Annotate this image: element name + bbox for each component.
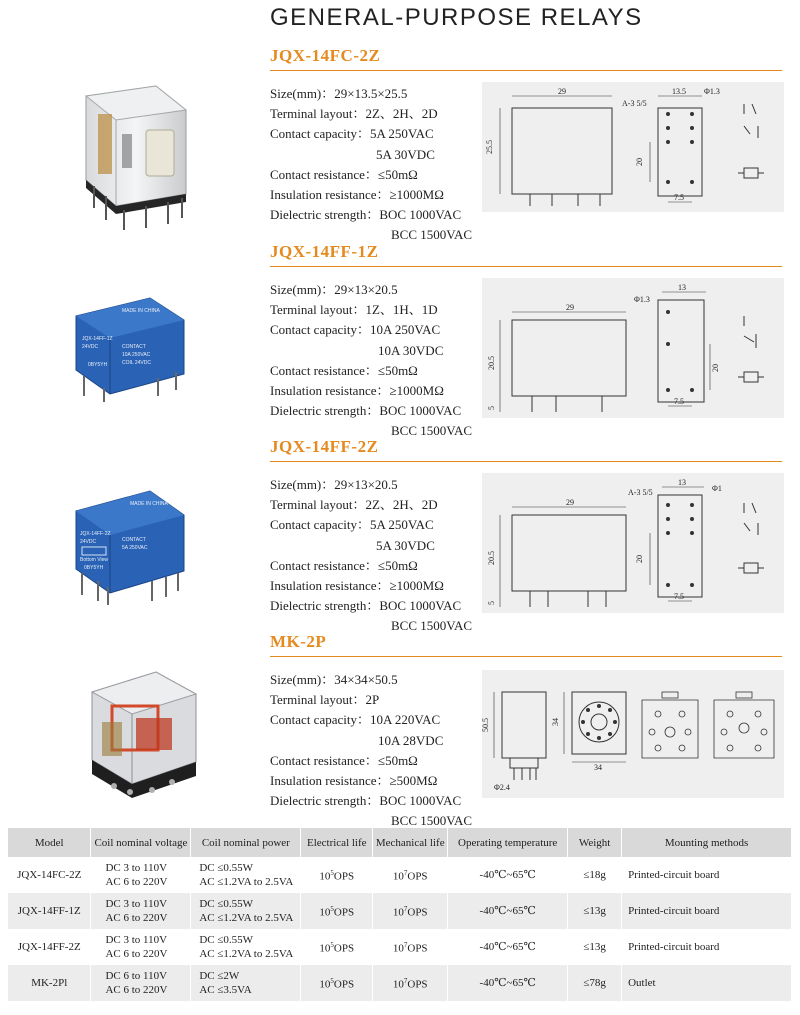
dim-grid: A-3 5/5 [628, 488, 653, 497]
dim-width: 29 [558, 87, 566, 96]
spec-contact-resistance: Contact resistance：≤50mΩ [270, 362, 418, 378]
spec-capacity: Contact capacity：5A 250VAC [270, 126, 434, 142]
cell-weight [568, 893, 622, 929]
spec-terminal: Terminal layout：2Z、2H、2D [270, 497, 438, 513]
spec-dielectric-bcc: BCC 1500VAC [391, 423, 473, 439]
dim-depth: 13 [678, 478, 686, 487]
dim-pin-length: 5 [487, 406, 496, 410]
cell-temperature [448, 965, 568, 1001]
divider [270, 656, 782, 657]
elec-base: 10 [319, 978, 331, 991]
spec-insulation: Insulation resistance：≥1000MΩ [270, 578, 444, 594]
spec-size: Size(mm)：34×34×50.5 [270, 672, 398, 687]
spec-dielectric-bcc: BCC 1500VAC [391, 618, 473, 634]
spec-contact-resistance: Contact resistance：≤50mΩ [270, 557, 418, 573]
dim-pitch-horizontal: 7.5 [674, 193, 684, 202]
dim-width: 34 [594, 763, 602, 772]
elec-unit: OPS [333, 942, 355, 955]
cell-temperature [448, 893, 568, 929]
elec-unit: OPS [333, 870, 355, 883]
photo-label-code: 0BY5YH [84, 565, 104, 571]
model-title: JQX-14FF-2Z [270, 437, 379, 456]
spec-size: Size(mm)：29×13×20.5 [270, 282, 398, 297]
cell-model [8, 893, 91, 929]
weight-value: ≤13g [583, 905, 606, 917]
header-operating-temperature: Operating temperature [448, 828, 568, 857]
spec-size: Size(mm)：29×13.5×25.5 [270, 86, 408, 101]
spec-dielectric: Dielectric strength：BOC 1000VAC [270, 403, 462, 419]
dim-width: 29 [566, 303, 574, 312]
model-value: MK-2Pl [31, 977, 68, 989]
temperature-value: -40℃~65℃ [479, 977, 536, 989]
mech-base: 10 [392, 942, 404, 955]
dim-depth: 13 [678, 283, 686, 292]
header-electrical-life: Electrical life [301, 828, 373, 857]
photo-label-contact: CONTACT [122, 344, 146, 350]
spec-insulation: Insulation resistance：≥1000MΩ [270, 383, 444, 399]
spec-capacity: Contact capacity：10A 220VAC [270, 712, 441, 728]
power-dc: DC ≤0.55W [199, 862, 254, 874]
spec-list [270, 280, 472, 442]
model-title: JQX-14FF-1Z [270, 242, 379, 261]
spec-capacity: Contact capacity：10A 250VAC [270, 322, 441, 338]
elec-base: 10 [319, 870, 331, 883]
dimension-drawing [482, 278, 784, 418]
table-row [8, 965, 792, 1001]
mech-exponent: 7 [403, 905, 408, 914]
power-dc: DC ≤0.55W [199, 934, 254, 946]
cell-mechanical-life [373, 857, 448, 893]
cell-model [8, 929, 91, 965]
dim-pitch-horizontal: 7.5 [674, 397, 684, 406]
dim-pin-diameter: Φ2.4 [494, 783, 510, 792]
relay-photo-octal [80, 652, 210, 802]
cell-model [8, 857, 91, 893]
dim-pitch-vertical: 20 [711, 364, 720, 372]
mounting-value: Printed-circuit board [628, 905, 720, 917]
model-title: MK-2P [270, 632, 327, 651]
power-ac: AC ≤1.2VA to 2.5VA [199, 948, 294, 960]
elec-exponent: 5 [330, 941, 334, 950]
spec-capacity: Contact capacity：5A 250VAC [270, 517, 434, 533]
spec-dielectric-bcc: BCC 1500VAC [391, 227, 473, 243]
power-dc: DC ≤0.55W [199, 898, 254, 910]
elec-unit: OPS [333, 978, 355, 991]
header-mounting: Mounting methods [622, 828, 792, 857]
dim-depth: 13.5 [672, 87, 686, 96]
spec-insulation: Insulation resistance：≥500MΩ [270, 773, 438, 789]
cell-weight [568, 929, 622, 965]
cell-coil-power [191, 929, 301, 965]
weight-value: ≤18g [583, 869, 606, 881]
mech-exponent: 7 [403, 977, 408, 986]
mech-base: 10 [392, 978, 404, 991]
header-coil-voltage: Coil nominal voltage [91, 828, 191, 857]
header-weight: Weight [568, 828, 622, 857]
dim-width: 29 [566, 498, 574, 507]
voltage-ac: AC 6 to 220V [105, 912, 168, 924]
table-row [8, 893, 792, 929]
header-mechanical-life: Mechanical life [373, 828, 448, 857]
dim-depth: 34 [551, 718, 560, 726]
page-title: GENERAL-PURPOSE RELAYS [270, 4, 643, 31]
header-model: Model [8, 828, 91, 857]
voltage-dc: DC 3 to 110V [105, 934, 168, 946]
dim-height: 20.5 [487, 551, 496, 565]
table-header-row [8, 828, 792, 857]
relay-photo-blue-2z [58, 477, 198, 607]
spec-terminal: Terminal layout：1Z、1H、1D [270, 302, 438, 318]
cell-coil-voltage [91, 893, 191, 929]
cell-model [8, 965, 91, 1001]
cell-weight [568, 857, 622, 893]
spec-dielectric-bcc: BCC 1500VAC [391, 813, 473, 829]
elec-exponent: 5 [330, 869, 334, 878]
divider [270, 461, 782, 462]
spec-terminal: Terminal layout：2P [270, 692, 380, 708]
photo-label-bottom-view: Bottom View [80, 557, 108, 563]
voltage-ac: AC 6 to 220V [105, 876, 168, 888]
voltage-dc: DC 3 to 110V [105, 898, 168, 910]
mech-exponent: 7 [403, 941, 408, 950]
cell-mounting [622, 893, 792, 929]
mech-exponent: 7 [403, 869, 408, 878]
mounting-value: Printed-circuit board [628, 869, 720, 881]
spec-insulation: Insulation resistance：≥1000MΩ [270, 187, 444, 203]
spec-dielectric: Dielectric strength：BOC 1000VAC [270, 598, 462, 614]
photo-label-origin: MADE IN CHINA [122, 308, 160, 314]
voltage-dc: DC 3 to 110V [105, 862, 168, 874]
spec-size: Size(mm)：29×13×20.5 [270, 477, 398, 492]
mech-unit: OPS [407, 906, 428, 919]
divider [270, 70, 782, 71]
table-row [8, 857, 792, 893]
spec-capacity-dc: 5A 30VDC [376, 146, 435, 162]
temperature-value: -40℃~65℃ [479, 905, 536, 917]
mech-unit: OPS [407, 870, 428, 883]
dim-pitch-horizontal: 7.5 [674, 592, 684, 601]
spec-capacity-dc: 5A 30VDC [376, 537, 435, 553]
cell-electrical-life [301, 929, 373, 965]
weight-value: ≤13g [583, 941, 606, 953]
mounting-value: Outlet [628, 977, 656, 989]
cell-temperature [448, 929, 568, 965]
dim-pitch-vertical: 20 [635, 158, 644, 166]
mech-base: 10 [392, 870, 404, 883]
power-dc: DC ≤2W [199, 970, 240, 982]
temperature-value: -40℃~65℃ [479, 941, 536, 953]
dim-pin-diameter: Φ1 [712, 484, 722, 493]
photo-label-origin: MADE IN CHINA [130, 501, 168, 507]
weight-value: ≤78g [583, 977, 606, 989]
spec-contact-resistance: Contact resistance：≤50mΩ [270, 752, 418, 768]
dim-height: 50.5 [481, 718, 490, 732]
spec-list [270, 475, 472, 637]
elec-exponent: 5 [330, 905, 334, 914]
cell-mechanical-life [373, 929, 448, 965]
cell-electrical-life [301, 965, 373, 1001]
cell-temperature [448, 857, 568, 893]
model-title: JQX-14FC-2Z [270, 46, 381, 65]
spec-capacity-dc: 10A 28VDC [378, 732, 444, 748]
photo-label-rating: 10A 250VAC [122, 352, 151, 358]
photo-label-voltage: 24VDC [82, 344, 99, 350]
dim-height: 20.5 [487, 356, 496, 370]
dimension-drawing [482, 670, 784, 798]
dimension-drawing [482, 82, 784, 212]
elec-exponent: 5 [330, 977, 334, 986]
spec-table [8, 828, 792, 1001]
dim-pin-diameter: Φ1.3 [704, 87, 720, 96]
photo-label-rating: 5A 250VAC [122, 545, 148, 551]
elec-base: 10 [319, 942, 331, 955]
cell-weight [568, 965, 622, 1001]
mounting-value: Printed-circuit board [628, 941, 720, 953]
dim-grid: A-3 5/5 [622, 99, 647, 108]
cell-mounting [622, 965, 792, 1001]
photo-label-coil: COIL 24VDC [122, 360, 151, 366]
table-row [8, 929, 792, 965]
divider [270, 266, 782, 267]
cell-mounting [622, 929, 792, 965]
model-value: JQX-14FF-1Z [17, 905, 81, 917]
elec-unit: OPS [333, 906, 355, 919]
dimension-drawing [482, 473, 784, 613]
spec-capacity-dc: 10A 30VDC [378, 342, 444, 358]
voltage-dc: DC 6 to 110V [105, 970, 168, 982]
cell-mounting [622, 857, 792, 893]
cell-coil-voltage [91, 965, 191, 1001]
cell-mechanical-life [373, 893, 448, 929]
relay-photo-blue-1z [58, 282, 198, 402]
spec-terminal: Terminal layout：2Z、2H、2D [270, 106, 438, 122]
header-coil-power: Coil nominal power [191, 828, 301, 857]
mech-base: 10 [392, 906, 404, 919]
cell-coil-voltage [91, 857, 191, 893]
spec-dielectric: Dielectric strength：BOC 1000VAC [270, 793, 462, 809]
spec-contact-resistance: Contact resistance：≤50mΩ [270, 166, 418, 182]
dim-pin-length: 5 [487, 601, 496, 605]
dim-pitch-vertical: 20 [635, 555, 644, 563]
spec-dielectric: Dielectric strength：BOC 1000VAC [270, 207, 462, 223]
cell-coil-power [191, 857, 301, 893]
spec-list [270, 670, 472, 832]
cell-electrical-life [301, 857, 373, 893]
elec-base: 10 [319, 906, 331, 919]
spec-list [270, 84, 472, 246]
mech-unit: OPS [407, 978, 428, 991]
dim-pin-diameter: Φ1.3 [634, 295, 650, 304]
model-value: JQX-14FF-2Z [17, 941, 81, 953]
photo-label-model: JQX-14FF-2Z [80, 531, 111, 537]
relay-photo-clear [58, 74, 198, 234]
photo-label-code: 0BY5YH [88, 362, 108, 368]
dim-height: 25.5 [485, 140, 494, 154]
power-ac: AC ≤3.5VA [199, 984, 252, 996]
power-ac: AC ≤1.2VA to 2.5VA [199, 912, 294, 924]
model-value: JQX-14FC-2Z [17, 869, 82, 881]
photo-label-contact: CONTACT [122, 537, 146, 543]
cell-mechanical-life [373, 965, 448, 1001]
cell-coil-power [191, 965, 301, 1001]
photo-label-model: JQX-14FF-1Z [82, 336, 113, 342]
voltage-ac: AC 6 to 220V [105, 948, 168, 960]
voltage-ac: AC 6 to 220V [105, 984, 168, 996]
photo-label-voltage: 24VDC [80, 539, 97, 545]
mech-unit: OPS [407, 942, 428, 955]
cell-coil-power [191, 893, 301, 929]
cell-coil-voltage [91, 929, 191, 965]
power-ac: AC ≤1.2VA to 2.5VA [199, 876, 294, 888]
temperature-value: -40℃~65℃ [479, 869, 536, 881]
cell-electrical-life [301, 893, 373, 929]
